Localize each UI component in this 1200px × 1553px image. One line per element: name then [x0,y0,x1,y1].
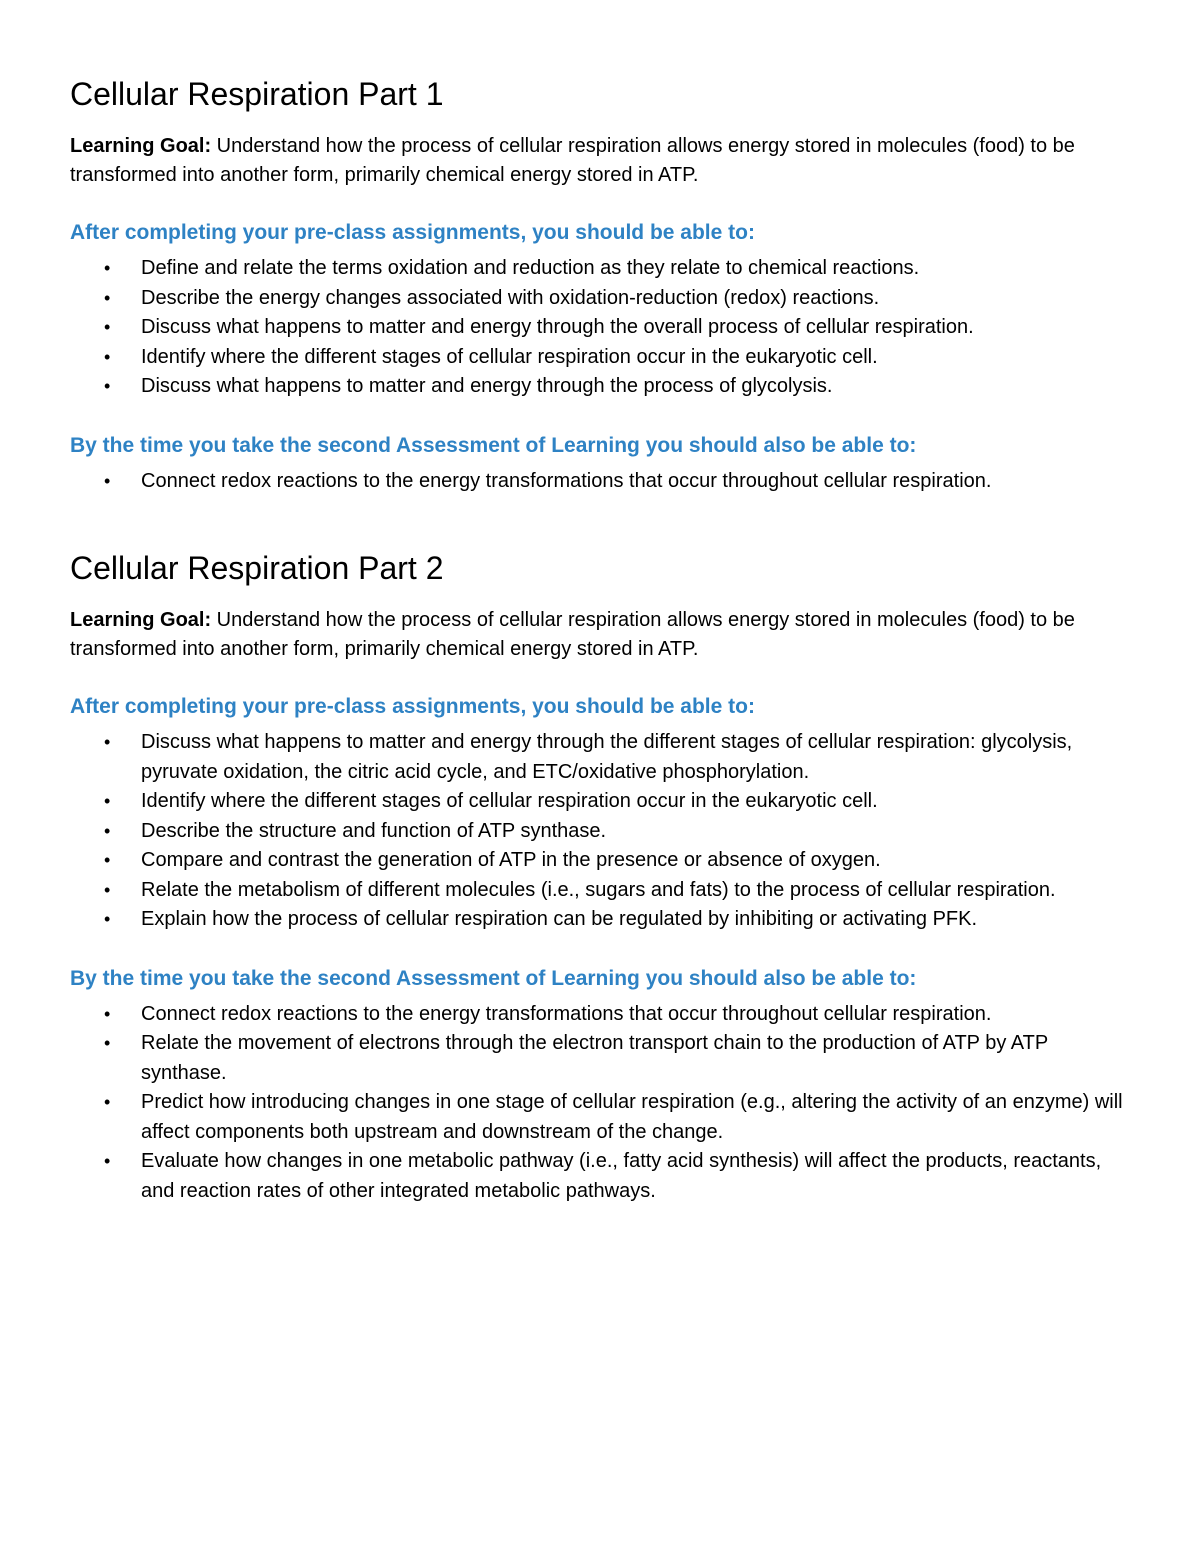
part-2-preclass-heading: After completing your pre-class assignments, you should be able to: [70,695,755,718]
list-item: • Relate the metabolism of different molecules (i.e., sugars and fats) to the process of cellular respiration. [70,876,1130,906]
part-2-assessment-list [70,1000,1130,1207]
learning-goal-text: Understand how the process of cellular respiration allows energy stored in molecules (food) to be transformed into another form, primarily chemical energy stored in ATP. [70,135,1075,186]
part-1-section [70,72,1130,496]
list-item: • Describe the energy changes associated with oxidation-reduction (redox) reactions. [70,284,1130,314]
bullet-icon: • [104,732,111,752]
part-2-section [70,546,1130,1206]
part-2-title: Cellular Respiration Part 2 [70,550,444,586]
bullet-icon: • [104,346,111,367]
part-1-assessment-heading: By the time you take the second Assessment of Learning you should also be able to: [70,433,917,457]
list-item: • Relate the movement of electrons through the electron transport chain to the production of ATP by ATP synthase. [70,1029,1130,1088]
list-item: • Define and relate the terms oxidation and reduction as they relate to chemical reactions. [70,254,1130,284]
part-1-assessment-list [70,467,1130,497]
learning-goal-label: Learning Goal: [70,135,212,157]
list-item: • Identify where the different stages of cellular respiration occur in the eukaryotic cell. [70,343,1130,373]
part-1-learning-goal [70,132,1130,189]
bullet-icon: • [104,1003,111,1024]
list-item: • Discuss what happens to matter and energy through the different stages of cellular respiration: glycolysis, pyruvate oxidation, the citric acid cycle, and ETC/oxidative phosphorylation. [70,728,1130,787]
list-item: • Connect redox reactions to the energy transformations that occur throughout cellular respiration. [70,467,1130,497]
learning-goal-label: Learning Goal: [70,609,212,631]
bullet-icon: • [104,850,111,870]
part-2-learning-goal [70,606,1130,663]
list-item: • Identify where the different stages of cellular respiration occur in the eukaryotic cell. [70,787,1130,817]
list-item: • Predict how introducing changes in one stage of cellular respiration (e.g., altering the activity of an enzyme) will affect components both upstream and downstream of the change. [70,1088,1130,1147]
bullet-icon: • [104,1151,111,1171]
bullet-icon: • [104,376,111,396]
list-item: • Explain how the process of cellular respiration can be regulated by inhibiting or activating PFK. [70,905,1130,935]
part-2-preclass-list [70,728,1130,935]
list-item: • Describe the structure and function of ATP synthase. [70,817,1130,847]
bullet-icon: • [104,258,111,278]
part-1-preclass-heading: After completing your pre-class assignments, you should be able to: [70,221,755,244]
bullet-icon: • [104,1092,111,1112]
list-item: • Discuss what happens to matter and energy through the process of glycolysis. [70,372,1130,402]
bullet-icon: • [104,317,111,337]
part-1-title: Cellular Respiration Part 1 [70,76,444,112]
bullet-icon: • [104,1033,111,1053]
bullet-icon: • [104,909,111,929]
learning-goal-text: Understand how the process of cellular respiration allows energy stored in molecules (food) to be transformed into another form, primarily chemical energy stored in ATP. [70,609,1075,660]
list-item: • Connect redox reactions to the energy transformations that occur throughout cellular respiration. [70,1000,1130,1030]
bullet-icon: • [104,820,111,841]
list-item: • Compare and contrast the generation of ATP in the presence or absence of oxygen. [70,846,1130,876]
part-1-preclass-list [70,254,1130,402]
part-2-assessment-heading: By the time you take the second Assessment of Learning you should also be able to: [70,966,917,990]
bullet-icon: • [104,470,111,491]
bullet-icon: • [104,791,111,811]
list-item: • Discuss what happens to matter and energy through the overall process of cellular respiration. [70,313,1130,343]
bullet-icon: • [104,287,111,308]
list-item: • Evaluate how changes in one metabolic pathway (i.e., fatty acid synthesis) will affect the products, reactants, and reaction rates of other integrated metabolic pathways. [70,1147,1130,1206]
bullet-icon: • [104,879,111,900]
